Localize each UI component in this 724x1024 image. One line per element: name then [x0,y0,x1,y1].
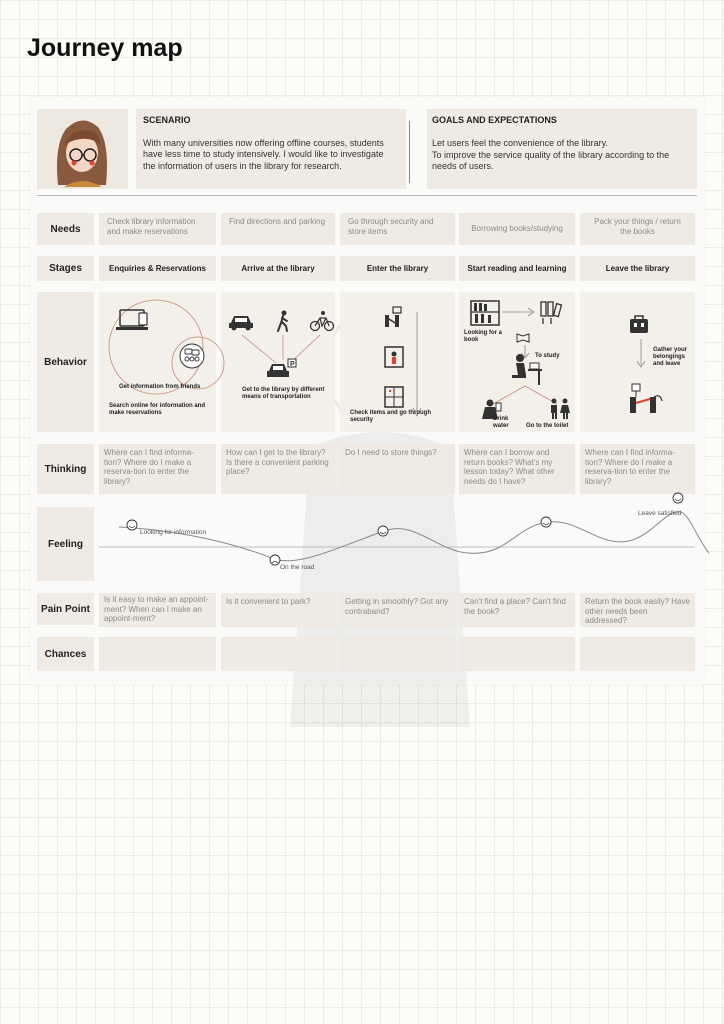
bag-icon [628,314,650,334]
page-title: Journey map [27,34,183,62]
header-divider [409,121,410,183]
leave-arrow-icon [636,339,646,369]
satisfied-face-icon [673,493,683,503]
chances-cell-4 [459,637,575,671]
chances-cell-1 [99,637,216,671]
svg-text:P: P [290,361,295,368]
security-scanner-icon [383,345,405,369]
goals-heading: GOALS AND EXPECTATIONS [432,115,557,125]
car-icon [229,313,255,331]
header-underline [37,195,697,196]
feeling-curve [99,507,699,581]
row-label-feeling: Feeling [37,507,94,581]
needs-cell-2: Find directions and parking [221,213,335,245]
arrow-right-icon [502,307,536,317]
needs-cell-4: Borrowing books/studying [459,213,575,245]
walking-icon [276,310,290,332]
avatar-panel [37,109,128,189]
stage-cell-3: Enter the library [340,256,455,281]
pain-cell-4: Can't find a place? Can't find the book? [459,593,575,627]
friends-chat-icon [179,343,205,369]
neutral-face-icon [378,526,388,536]
bookshelf-icon [470,300,500,326]
bicycle-icon [310,310,334,332]
thinking-cell-5: Where can I find informa-tion? Where do I make a reserva-tion to enter the library? [580,444,695,494]
happy-face-icon [127,520,137,530]
behavior-gather-text: Gather your belongings and leave [653,347,688,368]
stage-cell-1: Enquiries & Reservations [99,256,216,281]
needs-cell-3: Go through security and store items [340,213,455,245]
behavior-security-text: Check items and go through security [350,410,432,424]
sad-face-icon [270,555,280,565]
scenario-panel [136,109,406,189]
exit-gate-icon [628,383,664,415]
behavior-friends-text: Get information from friends [119,384,201,390]
needs-cell-5: Pack your things / return the books [580,213,695,245]
feeling-label-looking: Looking for information [140,529,207,536]
feeling-label-road: On the road [280,564,315,571]
goals-line-2: To improve the service quality of the library according to the needs of users. [432,150,670,172]
chances-cell-5 [580,637,695,671]
reading-books-icon [537,300,563,326]
avatar [52,115,112,187]
needs-cell-1: Check library information and make reservations [99,213,216,245]
behavior-toilet-text: Go to the toilet [526,423,569,429]
chances-cell-3 [340,637,455,671]
behavior-drink-text: Drink water [493,416,509,430]
studying-desk-icon [508,353,544,387]
thinking-cell-2: How can I get to the library? Is there a convenient parking place? [221,444,335,494]
behavior-study-text: To study [535,353,560,359]
pain-cell-1: Is it easy to make an appoint-ment? When can I make an appoint-ment? [99,593,216,627]
goals-panel [427,109,697,189]
row-label-chances: Chances [37,637,94,671]
behavior-looking-book-text: Looking for a book [464,330,502,344]
pain-cell-2: Is it convenient to park? [221,593,335,627]
parking-car-icon [267,359,297,381]
thinking-cell-4: Where can I borrow and return books? What's my lesson today? What other needs do I have? [459,444,575,494]
stage-cell-2: Arrive at the library [221,256,335,281]
stage-cell-4: Start reading and learning [459,256,575,281]
behavior-search-text: Search online for information and make reservations [109,403,206,417]
feeling-label-satisfied: Leave satisfied [638,510,682,517]
journey-map-board [30,97,705,685]
laptop-icon [116,307,152,337]
row-label-behavior: Behavior [37,292,94,432]
behavior-transport-text: Get to the library by different means of transportation [242,387,325,401]
row-label-thinking: Thinking [37,444,94,494]
flow-arrow [410,312,424,422]
row-label-needs: Needs [37,213,94,245]
scenario-heading: SCENARIO [143,115,191,125]
stage-cell-5: Leave the library [580,256,695,281]
chances-cell-2 [221,637,335,671]
toilet-icon [549,398,571,420]
smile-face-icon [541,517,551,527]
row-label-stages: Stages [37,256,94,281]
pain-cell-5: Return the book easily? Have other needs been addressed? [580,593,695,627]
pain-cell-3: Getting in smoothly? Got any contraband? [340,593,455,627]
thinking-cell-1: Where can I find informa-tion? Where do I make a reserva-tion to enter the library? [99,444,216,494]
row-label-pain-point: Pain Point [37,593,94,625]
scenario-text: With many universities now offering offline courses, students have less time to study intensively. I would like to investigate the information of users in the library for research. [143,138,384,171]
goals-line-1: Let users feel the convenience of the library. [432,138,608,148]
book-icon [516,333,530,343]
thinking-cell-3: Do I need to store things? [340,444,455,494]
security-gate-icon [383,305,403,329]
locker-icon [383,385,405,409]
